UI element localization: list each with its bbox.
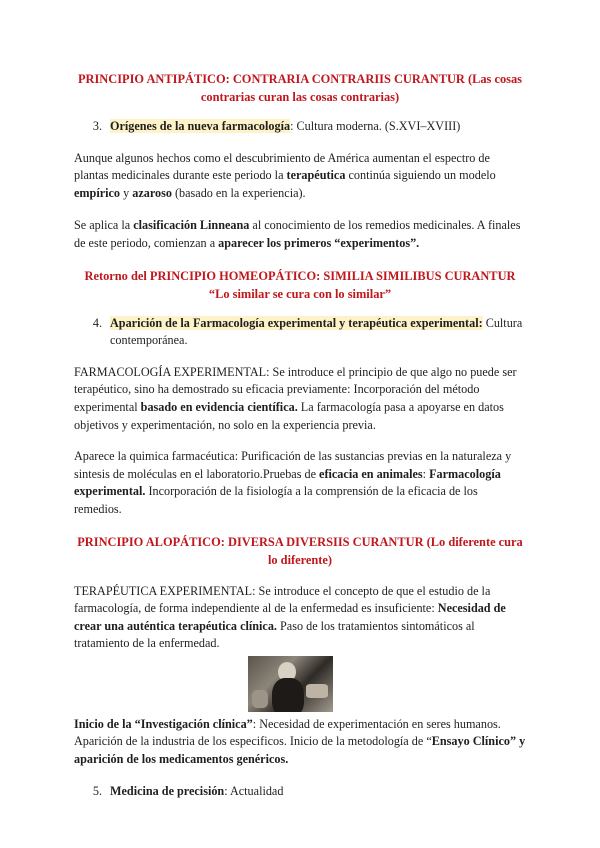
text: Se aplica la bbox=[74, 218, 134, 233]
list-item-4 bbox=[74, 315, 526, 350]
text: Paso de los tratamientos sintomáticos al tratamiento de la enfermedad. bbox=[74, 618, 475, 651]
bold-text: Ensayo Clínico” bbox=[431, 734, 517, 749]
heading-homeopatico: Retorno del PRINCIPIO HOMEOPÁTICO: SIMILIA SIMILIBUS CURANTUR “Lo similar se cura con lo similar” bbox=[84, 268, 516, 301]
text: La farmacología pasa a apoyarse en datos objetivos y experimentación, no solo en la experiencia previa. bbox=[74, 399, 504, 432]
paragraph-farmacologia-experimental bbox=[74, 364, 526, 434]
bold-text: Inicio de la “Investigación clínica” bbox=[74, 716, 253, 731]
text: y bbox=[120, 185, 133, 200]
paragraph-linneana bbox=[74, 217, 526, 252]
paragraph-terapeutica-experimental bbox=[74, 583, 526, 653]
heading-alopatico: PRINCIPIO ALOPÁTICO: DIVERSA DIVERSIIS CURANTUR (Lo diferente cura lo diferente) bbox=[77, 534, 523, 567]
list-number: 3. bbox=[92, 119, 102, 133]
paragraph-quimica-farmaceutica bbox=[74, 448, 526, 518]
text: continúa siguiendo un modelo bbox=[345, 168, 496, 183]
bold-text: Farmacología experimental. bbox=[74, 466, 501, 499]
text: (basado en la experiencia). bbox=[171, 185, 306, 200]
text: Incorporación de la fisiología a la comprensión de la eficacia de los remedios. bbox=[74, 484, 478, 516]
bold-text: basado en evidencia científica. bbox=[140, 399, 298, 414]
bold-text: Necesidad de crear una auténtica terapéutica clínica. bbox=[74, 601, 506, 633]
item-3-rest: : Cultura moderna. (S.XVI–XVIII) bbox=[290, 119, 461, 133]
text: al conocimiento de los remedios medicinales. A finales de este periodo, comienzan a bbox=[74, 218, 521, 250]
bold-text: empírico bbox=[74, 185, 121, 200]
photo-container bbox=[248, 656, 526, 712]
bold-text: terapéutica bbox=[286, 168, 346, 183]
bold-text: eficacia en animales bbox=[319, 466, 423, 481]
item-4-rest: Cultura contemporánea. bbox=[110, 315, 523, 348]
item-4-title: Aparición de la Farmacología experimental y terapéutica experimental: bbox=[110, 315, 483, 330]
paragraph-investigacion-clinica bbox=[74, 716, 526, 769]
list-number: 4. bbox=[92, 315, 102, 330]
text: FARMACOLOGÍA EXPERIMENTAL: Se introduce el principio de que algo no puede ser terapéutico, sino ha demostrado su eficacia previamente: Incorporación del método experimental bbox=[74, 364, 517, 414]
item-3-title: Orígenes de la nueva farmacología bbox=[110, 119, 291, 133]
text: Aparece la quimica farmacéutica: Purificación de las sustancias previas en la naturaleza y sintesis de moléculas en el laboratorio.Pruebas de bbox=[74, 449, 512, 481]
item-5-title: Medicina de precisión bbox=[110, 783, 225, 798]
text: TERAPÉUTICA EXPERIMENTAL: Se introduce el concepto de que el estudio de la farmacología, de forma independiente al de la enfermedad es insuficiente: bbox=[74, 583, 491, 616]
bold-text: azaroso bbox=[132, 185, 172, 200]
text: : bbox=[422, 466, 430, 481]
list-item-3 bbox=[74, 118, 526, 136]
text: : Necesidad de experimentación en seres humanos. Aparición de la industria de los especificos. Inicio de la metodología de “ bbox=[74, 716, 501, 749]
bold-text: clasificación Linneana bbox=[133, 218, 250, 233]
list-number: 5. bbox=[92, 783, 102, 798]
heading-antipatico: PRINCIPIO ANTIPÁTICO: CONTRARIA CONTRARIIS CURANTUR (Las cosas contrarias curan las cosas contrarias) bbox=[77, 72, 523, 104]
historical-photo-image bbox=[248, 656, 333, 712]
text: Aunque algunos hechos como el descubrimiento de América aumentan el espectro de plantas medicinales durante este periodo la bbox=[74, 150, 490, 183]
bold-text: y aparición de los medicamentos genéricos. bbox=[74, 734, 526, 767]
item-5-rest: : Actualidad bbox=[224, 783, 284, 798]
bold-text: aparecer los primeros “experimentos”. bbox=[218, 235, 420, 250]
list-item-5 bbox=[74, 783, 526, 801]
paragraph-america bbox=[74, 150, 526, 203]
